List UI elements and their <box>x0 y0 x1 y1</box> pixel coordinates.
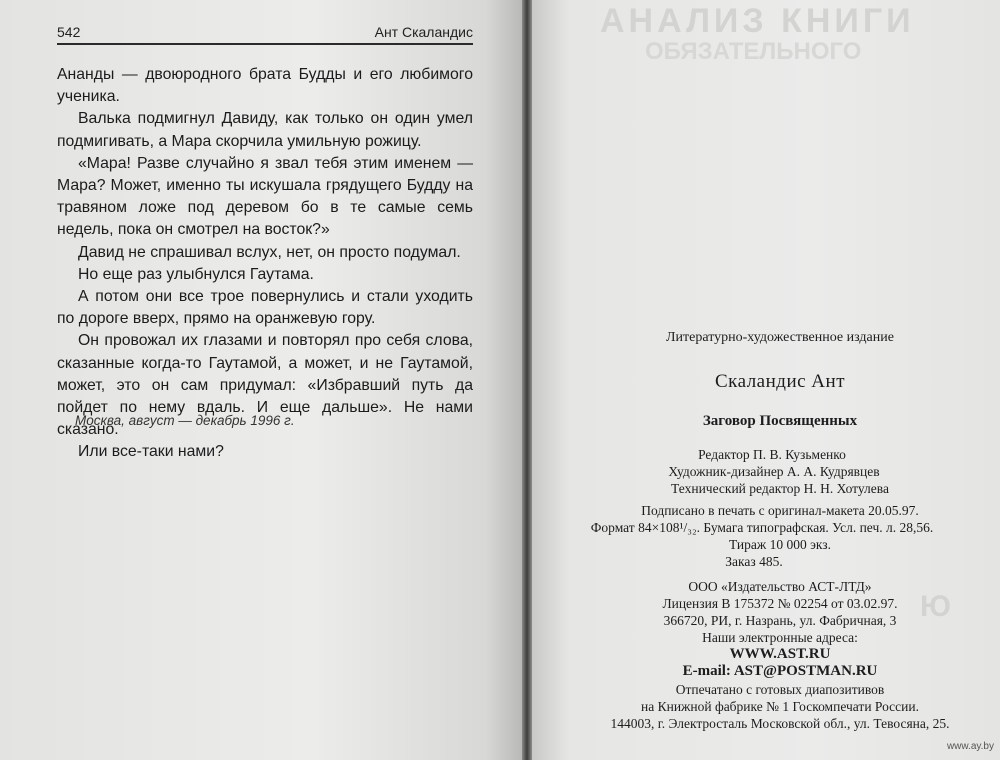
print-info-line: Подписано в печать с оригинал-макета 20.05.97. <box>641 503 919 518</box>
paragraph: Или все-таки нами? <box>78 443 224 461</box>
print-info-block <box>560 502 1000 570</box>
running-head-author: Ант Скаландис <box>374 24 473 40</box>
bleed-through-text: ОБЯЗАТЕЛЬНОГО <box>645 38 862 65</box>
book-title: Заговор Посвященных <box>702 413 858 429</box>
running-head <box>57 24 473 45</box>
page-number: 542 <box>57 24 81 40</box>
watermark: www.ay.by <box>946 741 994 752</box>
bleed-through-text: Ю <box>920 590 951 623</box>
printer-line: 144003, г. Электросталь Московской обл., ул. Тевосяна, 25. <box>610 716 950 731</box>
paragraph: Он провожал их глазами и повторял про себя слова, сказанные когда-то Гаутамой, а может, и не Гаутамой, может, это он сам придумал: «Избравший путь да пойдет по нему вдаль. И еще дальше». Не нами сказано. <box>57 332 473 439</box>
credit-line: Технический редактор Н. Н. Хотулева <box>671 481 889 496</box>
bleed-through-text: АНАЛИЗ КНИГИ <box>600 2 915 40</box>
printer-line: Отпечатано с готовых диапозитивов <box>675 682 885 697</box>
author-name: Скаландис Ант <box>714 371 845 392</box>
credit-line: Редактор П. В. Кузьменко <box>698 447 846 462</box>
paragraph: Но еще раз улыбнулся Гаутама. <box>78 265 314 283</box>
printer-line: на Книжной фабрике № 1 Госкомпечати России. <box>641 699 919 714</box>
book-gutter <box>522 0 532 760</box>
paragraph: Валька подмигнул Давиду, как только он один умел подмигивать, а Мара скорчила умильную рожицу. <box>57 110 473 150</box>
paragraph: Давид не спрашивал вслух, нет, он просто подумал. <box>78 243 461 261</box>
credits-block <box>560 446 1000 497</box>
printer-block <box>560 681 1000 732</box>
genre-line: Литературно-художественное издание <box>666 330 894 345</box>
publisher-block <box>560 578 1000 680</box>
dateline: Москва, август — декабрь 1996 г. <box>75 413 295 428</box>
website-line: WWW.AST.RU <box>729 646 831 662</box>
publisher-line: Наши электронные адреса: <box>702 630 858 645</box>
credit-line: Художник-дизайнер А. А. Кудрявцев <box>668 464 880 479</box>
print-info-line: Формат 84×108¹/₃₂. Бумага типографская. Усл. печ. л. 28,56. <box>590 520 934 535</box>
publisher-line: Лицензия В 175372 № 02254 от 03.02.97. <box>662 596 898 611</box>
paragraph: А потом они все трое повернулись и стали уходить по дороге вверх, прямо на оранжевую гору. <box>57 288 473 328</box>
print-info-line: Заказ 485. <box>725 554 783 569</box>
left-page-text <box>57 64 473 464</box>
email-line: E-mail: AST@POSTMAN.RU <box>682 663 878 679</box>
paragraph: Ананды — двоюродного брата Будды и его любимого ученика. <box>57 66 473 106</box>
paragraph: «Мара! Разве случайно я звал тебя этим именем — Мара? Может, именно ты искушала грядущего Будду на травяном ложе под деревом бо в те самые семь недель, пока он смотрел на восток?» <box>57 154 473 239</box>
print-info-line: Тираж 10 000 экз. <box>729 537 831 552</box>
publisher-line: ООО «Издательство АСТ-ЛТД» <box>688 579 872 594</box>
publisher-line: 366720, РИ, г. Назрань, ул. Фабричная, 3 <box>663 613 897 628</box>
